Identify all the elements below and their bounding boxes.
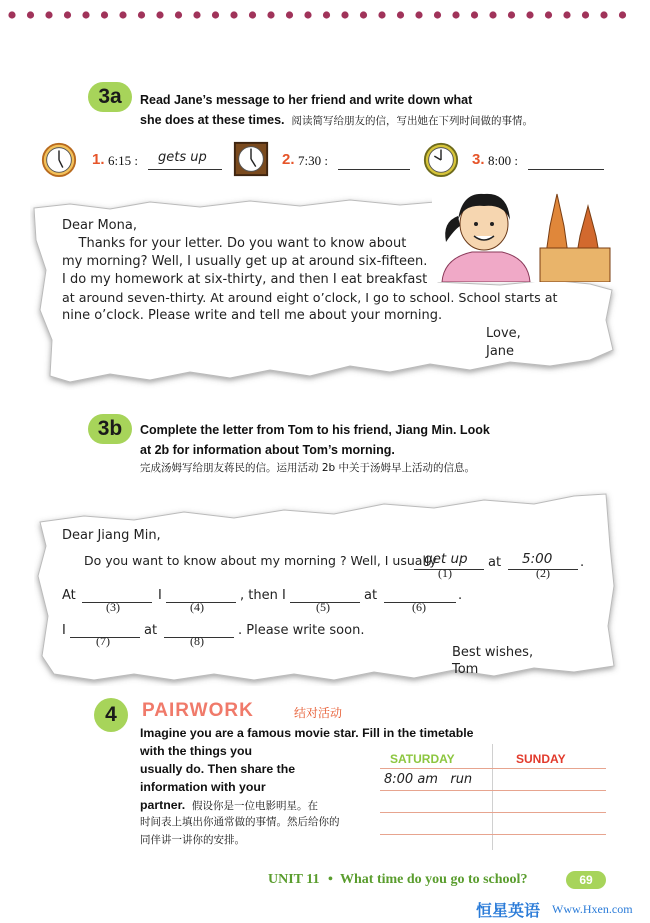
border-dot: [212, 11, 219, 18]
answer-line: [528, 169, 604, 170]
border-dot: [397, 11, 404, 18]
timetable-header-saturday: SATURDAY: [390, 752, 455, 766]
time-number: 1.: [92, 151, 105, 168]
letter-line: I do my homework at six-thirty, and then I eat breakfast: [62, 272, 428, 287]
letter-signature: Jane: [486, 344, 515, 359]
border-dot: [526, 11, 533, 18]
border-dot: [471, 11, 478, 18]
blank-number: (2): [536, 566, 550, 580]
time-label: 8:00 :: [488, 153, 518, 168]
time-number: 2.: [282, 151, 295, 168]
letter-word: at: [364, 588, 378, 603]
border-dot: [489, 11, 496, 18]
blank-number: (7): [96, 634, 110, 648]
border-dot: [156, 11, 163, 18]
watermark-cn: 恒星英语: [476, 901, 541, 920]
torn-paper: [34, 486, 624, 686]
section-3b-instruction: [140, 420, 620, 460]
border-dot: [249, 11, 256, 18]
letter-word: at: [144, 623, 158, 638]
border-dot: [101, 11, 108, 18]
instruction-line: Imagine you are a famous movie star. Fill in the timetable: [140, 726, 474, 740]
instruction-cn: 同伴讲一讲你的安排。: [140, 834, 245, 846]
instruction-line: usually do. Then share the: [140, 762, 296, 776]
instruction-line: information with your: [140, 780, 266, 794]
letter-line: Do you want to know about my morning ? Well, I usually: [84, 553, 437, 568]
letter-line: . Please write soon.: [238, 623, 365, 638]
border-dot: [230, 11, 237, 18]
border-dot: [286, 11, 293, 18]
letter-signature: Tom: [452, 662, 479, 677]
instruction-cn: 假设你是一位电影明星。在: [191, 800, 318, 812]
letter-punct: .: [458, 588, 463, 603]
timetable-line: [380, 834, 606, 835]
letter-word: , then I: [240, 588, 286, 603]
letter-line: at around seven-thirty. At around eight o’clock, I go to school. School starts at: [62, 290, 558, 305]
letter-line: my morning? Well, I usually get up at around six-fifteen.: [62, 254, 428, 269]
border-dot: [563, 11, 570, 18]
letter-line: Thanks for your letter. Do you want to know about: [62, 236, 407, 251]
answer-text: gets up: [158, 150, 207, 165]
page-number: 69: [566, 871, 606, 889]
times-row: [40, 140, 630, 180]
border-dot: [323, 11, 330, 18]
timetable-entry[interactable]: 8:00 am run: [384, 772, 473, 787]
letter-greeting: Dear Jiang Min,: [62, 528, 161, 543]
timetable-header-sunday: SUNDAY: [516, 752, 566, 766]
border-dot: [119, 11, 126, 18]
border-dot: [8, 11, 15, 18]
border-dot: [27, 11, 34, 18]
pairwork-title-cn: 结对活动: [294, 706, 343, 720]
border-dot: [138, 11, 145, 18]
girl-temple-illustration: [432, 186, 622, 282]
instruction-line: Read Jane’s message to her friend and write down what: [140, 93, 473, 107]
border-dot: [175, 11, 182, 18]
blank-number: (5): [316, 600, 330, 614]
alarm-clock-icon: [40, 140, 78, 178]
letter-greeting: Dear Mona,: [62, 218, 137, 233]
footer-bullet: •: [328, 872, 333, 887]
border-dot: [434, 11, 441, 18]
letter-closing: Best wishes,: [452, 645, 534, 660]
border-dot: [45, 11, 52, 18]
clock-icon: [422, 140, 460, 178]
timetable-line: [380, 768, 606, 769]
instruction-line: she does at these times.: [140, 113, 285, 127]
border-dot: [341, 11, 348, 18]
border-dot: [64, 11, 71, 18]
instruction-line: Complete the letter from Tom to his friend, Jiang Min. Look: [140, 423, 490, 437]
dotted-border: [0, 8, 650, 22]
instruction-line: at 2b for information about Tom’s morning.: [140, 443, 395, 457]
time-label: 7:30 :: [298, 153, 328, 168]
blank-number: (1): [438, 566, 452, 580]
instruction-cn: 完成汤姆写给朋友蒋民的信。运用活动 2b 中关于汤姆早上活动的信息。: [140, 462, 476, 474]
answer-line: [148, 169, 222, 170]
border-dot: [619, 11, 626, 18]
blank-1-answer: get up: [424, 551, 468, 567]
wall-clock-icon: [232, 140, 270, 178]
letter-line: nine o’clock. Please write and tell me about your morning.: [62, 308, 443, 323]
instruction-line: partner.: [140, 798, 186, 812]
blank-number: (4): [190, 600, 204, 614]
border-dot: [82, 11, 89, 18]
timetable-line: [380, 790, 606, 791]
section-4-instruction: [140, 724, 620, 815]
instruction-cn: 阅读简写给朋友的信，写出她在下列时间做的事情。: [291, 115, 533, 127]
border-dot: [193, 11, 200, 18]
time-label: 6:15 :: [108, 153, 138, 168]
footer-title: What time do you go to school?: [340, 872, 528, 887]
border-dot: [360, 11, 367, 18]
letter-punct: .: [580, 555, 585, 570]
border-dot: [415, 11, 422, 18]
answer-line: [338, 169, 410, 170]
blank-number: (3): [106, 600, 120, 614]
letter-word: At: [62, 588, 76, 603]
letter-word: at: [488, 555, 502, 570]
border-dot: [452, 11, 459, 18]
time-number: 3.: [472, 151, 485, 168]
letter-word: I: [62, 623, 66, 638]
border-dot: [378, 11, 385, 18]
blank-number: (8): [190, 634, 204, 648]
section-3a-badge: 3a: [88, 82, 132, 112]
letter-closing: Love,: [486, 326, 521, 341]
blank-2-answer: 5:00: [522, 551, 553, 567]
letter-word: I: [158, 588, 162, 603]
timetable-line: [380, 812, 606, 813]
watermark-url: Www.Hxen.com: [552, 902, 633, 916]
border-dot: [304, 11, 311, 18]
section-4-badge: 4: [94, 698, 128, 732]
section-3b-badge: 3b: [88, 414, 132, 444]
section-3a-instruction: [140, 90, 620, 131]
pairwork-title: PAIRWORK: [142, 700, 254, 721]
border-dot: [582, 11, 589, 18]
border-dot: [508, 11, 515, 18]
footer-unit: UNIT 11: [268, 872, 320, 887]
border-dot: [600, 11, 607, 18]
instruction-line: with the things you: [140, 744, 253, 758]
border-dot: [545, 11, 552, 18]
blank-number: (6): [412, 600, 426, 614]
instruction-cn: 时间表上填出你通常做的事情。然后给你的: [140, 816, 340, 828]
border-dot: [267, 11, 274, 18]
